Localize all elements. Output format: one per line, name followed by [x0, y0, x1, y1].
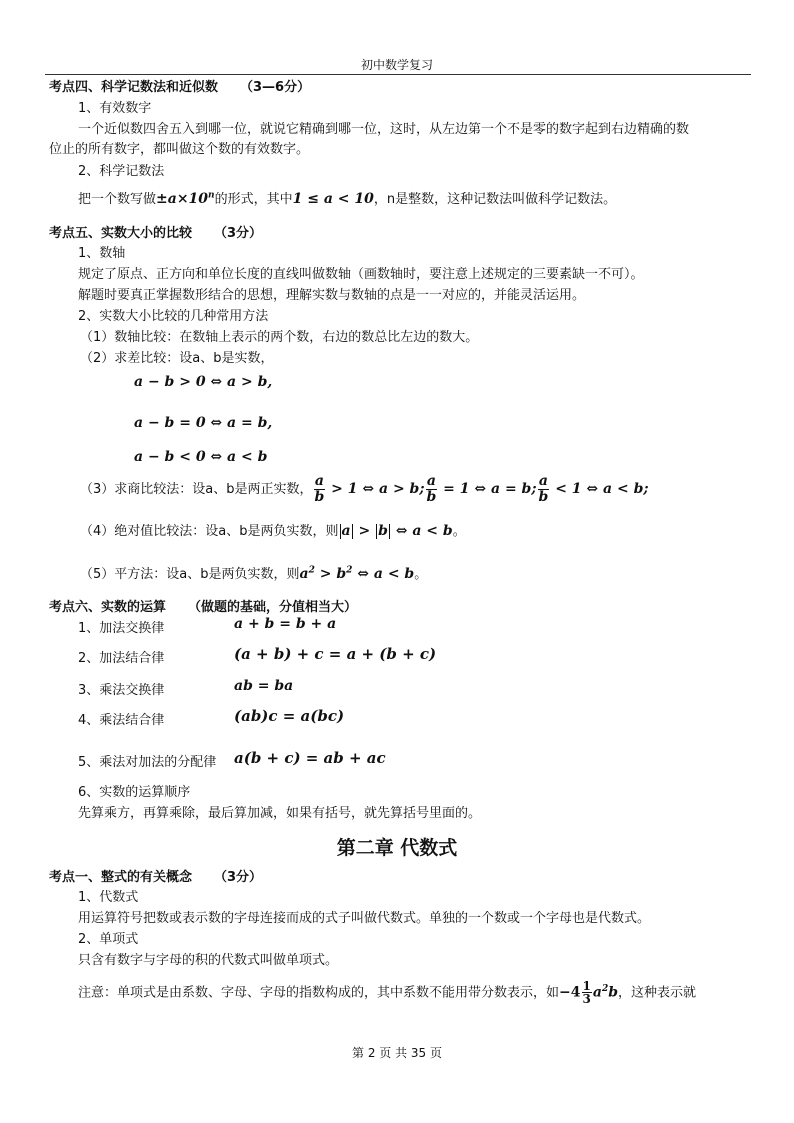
rule-2-formula: (a + b) + c = a + (b + c) [234, 645, 437, 663]
rule-6-label: 6、实数的运算顺序 [78, 785, 191, 800]
rule-5-formula: a(b + c) = ab + ac [234, 749, 386, 767]
page-header: 初中数学复习 [360, 58, 433, 72]
note-fraction [582, 980, 592, 1006]
abs-bar [376, 524, 377, 539]
rule-1-formula: a + b = b + a [234, 616, 337, 632]
c2-paragraph-1: 用运算符号把数或表示数的字母连接而成的式子叫做代数式。单独的一个数或一个字母也是代数式。 [78, 911, 651, 926]
method-5-text: （5）平方法：设a、b是两负实数，则 [80, 567, 300, 582]
section-5-score: （3分） [214, 226, 263, 241]
subsection-4-2: 2、科学记数法 [78, 164, 165, 179]
numerator: 1 [582, 978, 591, 993]
section-title-6 [49, 596, 357, 615]
c2-paragraph-2: 只含有数字与字母的积的代数式叫做单项式。 [78, 953, 339, 968]
page-footer: 第 2 页 共 35 页 [352, 1046, 442, 1060]
text: ，n是整数，这种记数法叫做科学记数法。 [373, 192, 617, 207]
denominator: b [538, 489, 549, 505]
abs-gt: > [353, 523, 376, 539]
note-text: 注意：单项式是由系数、字母、字母的指数构成的，其中系数不能用带分数表示，如 [78, 985, 560, 1001]
formula-sup: n [208, 190, 215, 201]
text: 的形式，其中 [214, 192, 293, 207]
c2-note [78, 972, 696, 1010]
note-sup: 2 [601, 984, 609, 994]
c2-subsection-1: 1、代数式 [78, 890, 139, 905]
rule-3-label: 3、乘法交换律 [78, 683, 165, 698]
paragraph-4-1b: 位止的所有数字，都叫做这个数的有效数字。 [49, 142, 310, 157]
denominator: 3 [582, 992, 591, 1007]
formula-diff-1: a − b > 0 ⇔ a > b, [134, 374, 273, 390]
method-4-end: 。 [452, 524, 466, 539]
square-gt-b: > b [314, 566, 347, 582]
sup-2: 2 [346, 565, 353, 576]
sup-2: 2 [308, 565, 315, 576]
method-5-end: 。 [414, 567, 428, 582]
abs-b: b [378, 523, 388, 539]
formula-diff-2: a − b = 0 ⇔ a = b, [134, 415, 273, 431]
section-4-score: （3—6分） [240, 80, 311, 95]
note-neg: −4 [559, 984, 581, 1001]
method-5 [80, 563, 427, 582]
rule-4-label: 4、乘法结合律 [78, 713, 165, 728]
chapter2-section-1 [49, 866, 262, 885]
section-6-score: （做题的基础，分值相当大） [188, 600, 358, 615]
paragraph-4-1a: 一个近似数四舍五入到哪一位，就说它精确到哪一位，这时，从左边第一个不是零的数字起到右边精确的数 [78, 122, 690, 137]
header-rule [45, 74, 751, 75]
abs-bar [340, 524, 341, 539]
paragraph-4-2 [78, 188, 616, 207]
subsection-4-1: 1、有效数字 [78, 101, 152, 116]
section-title-4 [49, 76, 310, 95]
section-4-title: 考点四、科学记数法和近似数 [49, 80, 219, 95]
method-2: （2）求差比较：设a、b是实数， [80, 351, 274, 366]
section-5-title: 考点五、实数大小的比较 [49, 226, 193, 241]
rule-5-label: 5、乘法对加法的分配律 [78, 755, 217, 770]
chapter2-section-1-score: （3分） [214, 870, 263, 885]
quotient-rule-2: = 1 ⇔ a = b; [438, 481, 537, 497]
paragraph-5-1a: 规定了原点、正方向和单位长度的直线叫做数轴（画数轴时，要注意上述规定的三要素缺一不可）。 [78, 267, 644, 282]
numerator: a [426, 473, 436, 490]
section-6-title: 考点六、实数的运算 [49, 600, 167, 615]
denominator: b [426, 489, 437, 505]
fraction-a-b-2 [426, 474, 438, 504]
formula-cond: 1 ≤ a < 10 [292, 191, 374, 207]
rule-6-paragraph: 先算乘方，再算乘除，最后算加减，如果有括号，就先算括号里面的。 [78, 806, 482, 821]
section-title-5 [49, 222, 262, 241]
rule-4-formula: (ab)c = a(bc) [234, 707, 345, 725]
note-post: ，这种表示就 [618, 985, 697, 1001]
quotient-rule-3: < 1 ⇔ a < b; [550, 481, 649, 497]
subsection-5-2: 2、实数大小比较的几种常用方法 [78, 309, 269, 324]
rule-1-label: 1、加法交换律 [78, 621, 165, 636]
note-var2: b [608, 984, 618, 1001]
rule-2-label: 2、加法结合律 [78, 651, 165, 666]
chapter-title: 第二章 代数式 [336, 837, 458, 859]
method-4 [80, 520, 466, 539]
rule-3-formula: ab = ba [234, 678, 294, 694]
square-result: ⇔ a < b [352, 566, 415, 582]
quotient-rule-1: > 1 ⇔ a > b; [326, 481, 425, 497]
method-1: （1）数轴比较：在数轴上表示的两个数，右边的数总比左边的数大。 [80, 330, 479, 345]
method-3 [80, 472, 649, 507]
abs-result: ⇔ a < b [390, 523, 453, 539]
text: 把一个数写做 [78, 192, 157, 207]
paragraph-5-1b: 解题时要真正掌握数形结合的思想，理解实数与数轴的点是一一对应的，并能灵活运用。 [78, 288, 586, 303]
formula-diff-3: a − b < 0 ⇔ a < b [134, 449, 268, 465]
subsection-5-1: 1、数轴 [78, 246, 126, 261]
method-4-text: （4）绝对值比较法：设a、b是两负实数，则 [80, 524, 339, 539]
abs-bar [352, 524, 353, 539]
formula-sci: ±a×10 [156, 191, 209, 207]
note-var: a [592, 984, 602, 1001]
abs-a: a [341, 523, 351, 539]
denominator: b [314, 489, 325, 505]
c2-subsection-2: 2、单项式 [78, 932, 139, 947]
abs-bar [389, 524, 390, 539]
fraction-a-b-1 [314, 474, 326, 504]
chapter2-section-1-title: 考点一、整式的有关概念 [49, 870, 193, 885]
fraction-a-b-3 [538, 474, 550, 504]
method-3-text: （3）求商比较法：设a、b是两正实数， [80, 482, 313, 497]
numerator: a [314, 473, 324, 490]
numerator: a [538, 473, 548, 490]
square-a: a [299, 566, 309, 582]
